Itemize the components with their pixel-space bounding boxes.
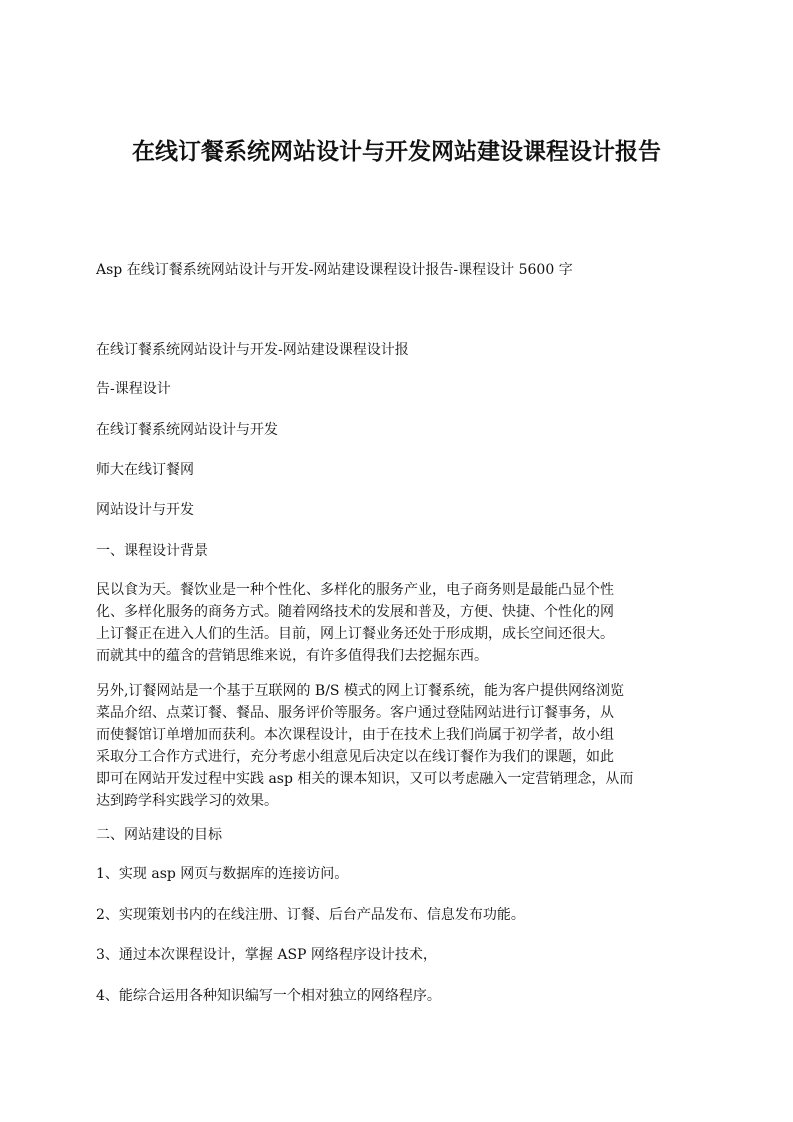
goal-item-3: 3、通过本次课程设计，掌握 ASP 网络程序设计技术， <box>96 947 437 963</box>
section-1-title: 一、课程设计背景 <box>96 543 208 559</box>
paragraph-line: 达到跨学科实践学习的效果。 <box>96 793 278 809</box>
paragraph-line: 采取分工合作方式进行，充分考虑小组意见后决定以在线订餐作为我们的课题，如此 <box>96 749 614 765</box>
paragraph-line: 另外,订餐网站是一个基于互联网的 B/S 模式的网上订餐系统，能为客户提供网络浏览 <box>96 683 624 699</box>
heading-line-5: 网站设计与开发 <box>96 502 194 518</box>
heading-line-3: 在线订餐系统网站设计与开发 <box>96 422 278 438</box>
paragraph-line: 民以食为天。餐饮业是一种个性化、多样化的服务产业，电子商务则是最能凸显个性 <box>96 582 614 598</box>
document-subtitle: Asp 在线订餐系统网站设计与开发-网站建设课程设计报告-课程设计 5600 字 <box>96 262 573 278</box>
goal-item-1: 1、实现 asp 网页与数据库的连接访问。 <box>96 866 349 882</box>
heading-line-2: 告-课程设计 <box>96 381 171 397</box>
paragraph-line: 而就其中的蕴含的营销思维来说，有许多值得我们去挖掘东西。 <box>96 648 488 664</box>
document-title: 在线订餐系统网站设计与开发网站建设课程设计报告 <box>132 139 661 165</box>
paragraph-line: 而使餐馆订单增加而获利。本次课程设计，由于在技术上我们尚属于初学者，故小组 <box>96 727 614 743</box>
section-2-title: 二、网站建设的目标 <box>96 827 222 843</box>
heading-line-1: 在线订餐系统网站设计与开发-网站建设课程设计报 <box>96 342 409 358</box>
heading-line-4: 师大在线订餐网 <box>96 462 194 478</box>
paragraph-line: 即可在网站开发过程中实践 asp 相关的课本知识，又可以考虑融入一定营销理念，从而 <box>96 771 634 787</box>
background-paragraph-1 <box>96 579 708 667</box>
goal-item-4: 4、能综合运用各种知识编写一个相对独立的网络程序。 <box>96 988 441 1004</box>
background-paragraph-2 <box>96 680 708 812</box>
paragraph-line: 上订餐正在进入人们的生活。目前，网上订餐业务还处于形成期，成长空间还很大。 <box>96 626 614 642</box>
paragraph-line: 菜品介绍、点菜订餐、餐品、服务评价等服务。客户通过登陆网站进行订餐事务，从 <box>96 705 614 721</box>
paragraph-line: 化、多样化服务的商务方式。随着网络技术的发展和普及，方便、快捷、个性化的网 <box>96 604 614 620</box>
goal-item-2: 2、实现策划书内的在线注册、订餐、后台产品发布、信息发布功能。 <box>96 907 525 923</box>
